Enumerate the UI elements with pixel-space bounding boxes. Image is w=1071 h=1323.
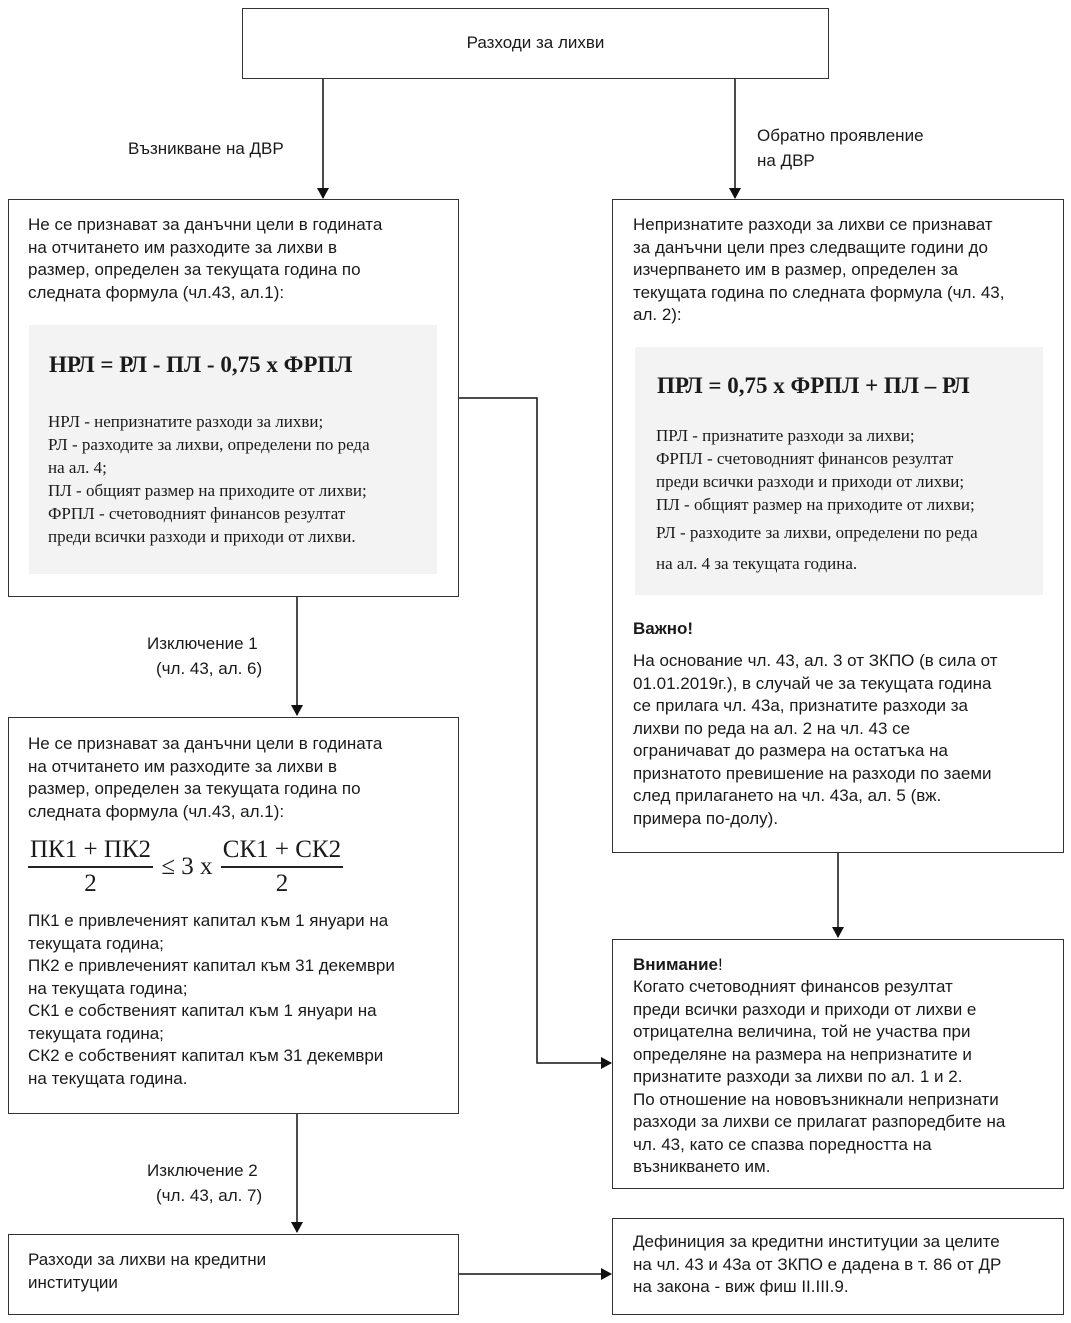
top-title: Разходи за лихви <box>466 33 605 53</box>
left1-legend: НРЛ - непризнатите разходи за лихви; РЛ - разходите за лихви, определени по реда на ал. 4; ПЛ - общият размер на приходите от лихви; ФРПЛ - счетоводният финансов резултат преди всички разходи и приходи от лихви. <box>48 412 370 546</box>
attention-title: Внимание! <box>633 955 723 974</box>
left1-formula: НРЛ = РЛ - ПЛ - 0,75 х ФРПЛ <box>49 352 353 377</box>
right3-text: Дефиниция за кредитни институции за целите на чл. 43 и 43а от ЗКПО е дадена в т. 86 от ДР на закона - виж фиш II.III.9. <box>633 1232 1002 1296</box>
left2-legend: ПК1 е привлеченият капитал към 1 януари на текущата година; ПК2 е привлеченият капитал към 31 декември на текущата година; СК1 е собственият капитал към 1 януари на текущата година; СК2 е собственият капитал към 31 декември на текущата година. <box>28 911 395 1088</box>
exception2-label: Изключение 2 <box>147 1161 258 1180</box>
left-box-2 <box>8 717 459 1114</box>
right-branch-label-1: Обратно проявление <box>757 126 924 145</box>
exception2-ref: (чл. 43, ал. 7) <box>156 1186 263 1205</box>
right-box-3 <box>612 1218 1064 1315</box>
right-box-1 <box>612 199 1064 853</box>
left2-fraction-sk: $\frac{СК1 + СК2}{2}$ <box>222 836 342 897</box>
left3-text: Разходи за лихви на кредитни институции <box>28 1250 267 1292</box>
exception1-label: Изключение 1 <box>147 634 258 653</box>
attention-box <box>612 939 1064 1189</box>
left2-formula <box>28 836 343 898</box>
right1-important-text: На основание чл. 43, ал. 3 от ЗКПО (в сила от 01.01.2019г.), в случай че за текущата година се прилага чл. 43а, признатите разходи за лихви по реда на ал. 2 на чл. 43 се ограничават до размера на остатъка на признатото превишение на разходи по заеми след прилагането на чл. 43а, ал. 5 (вж. примера по-долу). <box>633 651 998 828</box>
left2-text: Не се признават за данъчни цели в годината на отчитането им разходите за лихви в размер, определен за текущата година по следната формула (чл.43, ал.1): <box>28 734 383 821</box>
right1-text: Непризнатите разходи за лихви се признават за данъчни цели през следващите години до изчерпването им в размер, определен за текущата година по следната формула (чл. 43, ал. 2): <box>633 215 1005 324</box>
right1-formula-panel <box>635 347 1043 595</box>
attention-text: Когато счетоводният финансов резултат преди всички разходи и приходи от лихви е отрицателна величина, той не участва при определяне на размера на непризнатите и признатите разходи за лихви по ал. 1 и 2. По отношение на нововъзникнали непризнати разходи за лихви се прилагат разпоредбите на чл. 43, като се спазва поредността на възникването им. <box>633 977 1006 1176</box>
left1-text: Не се признават за данъчни цели в годината на отчитането им разходите за лихви в размер, определен за текущата година по следната формула (чл.43, ал.1): <box>28 215 383 302</box>
arrow-left1-to-attention <box>459 398 611 1063</box>
right1-formula: ПРЛ = 0,75 х ФРПЛ + ПЛ – РЛ <box>657 373 970 398</box>
left1-formula-panel <box>29 325 437 574</box>
right1-legend: ПРЛ - признатите разходи за лихви; ФРПЛ - счетоводният финансов резултат преди всички разходи и приходи от лихви; ПЛ - общият размер на приходите от лихви; РЛ - разходите за лихви, определени по реда на ал. 4 за текущата година. <box>656 426 978 573</box>
right-branch-label-2: на ДВР <box>757 151 815 170</box>
left2-relation: ≤ 3 х <box>161 853 213 880</box>
left-branch-label: Възникване на ДВР <box>128 139 284 158</box>
left-box-3 <box>8 1234 459 1315</box>
left-box-1 <box>8 199 459 597</box>
left2-fraction-pk: $\frac{ПК1 + ПК2}{2}$ <box>30 836 152 897</box>
right1-important-title: Важно! <box>633 619 694 638</box>
exception1-ref: (чл. 43, ал. 6) <box>156 659 263 678</box>
top-box <box>242 8 829 79</box>
